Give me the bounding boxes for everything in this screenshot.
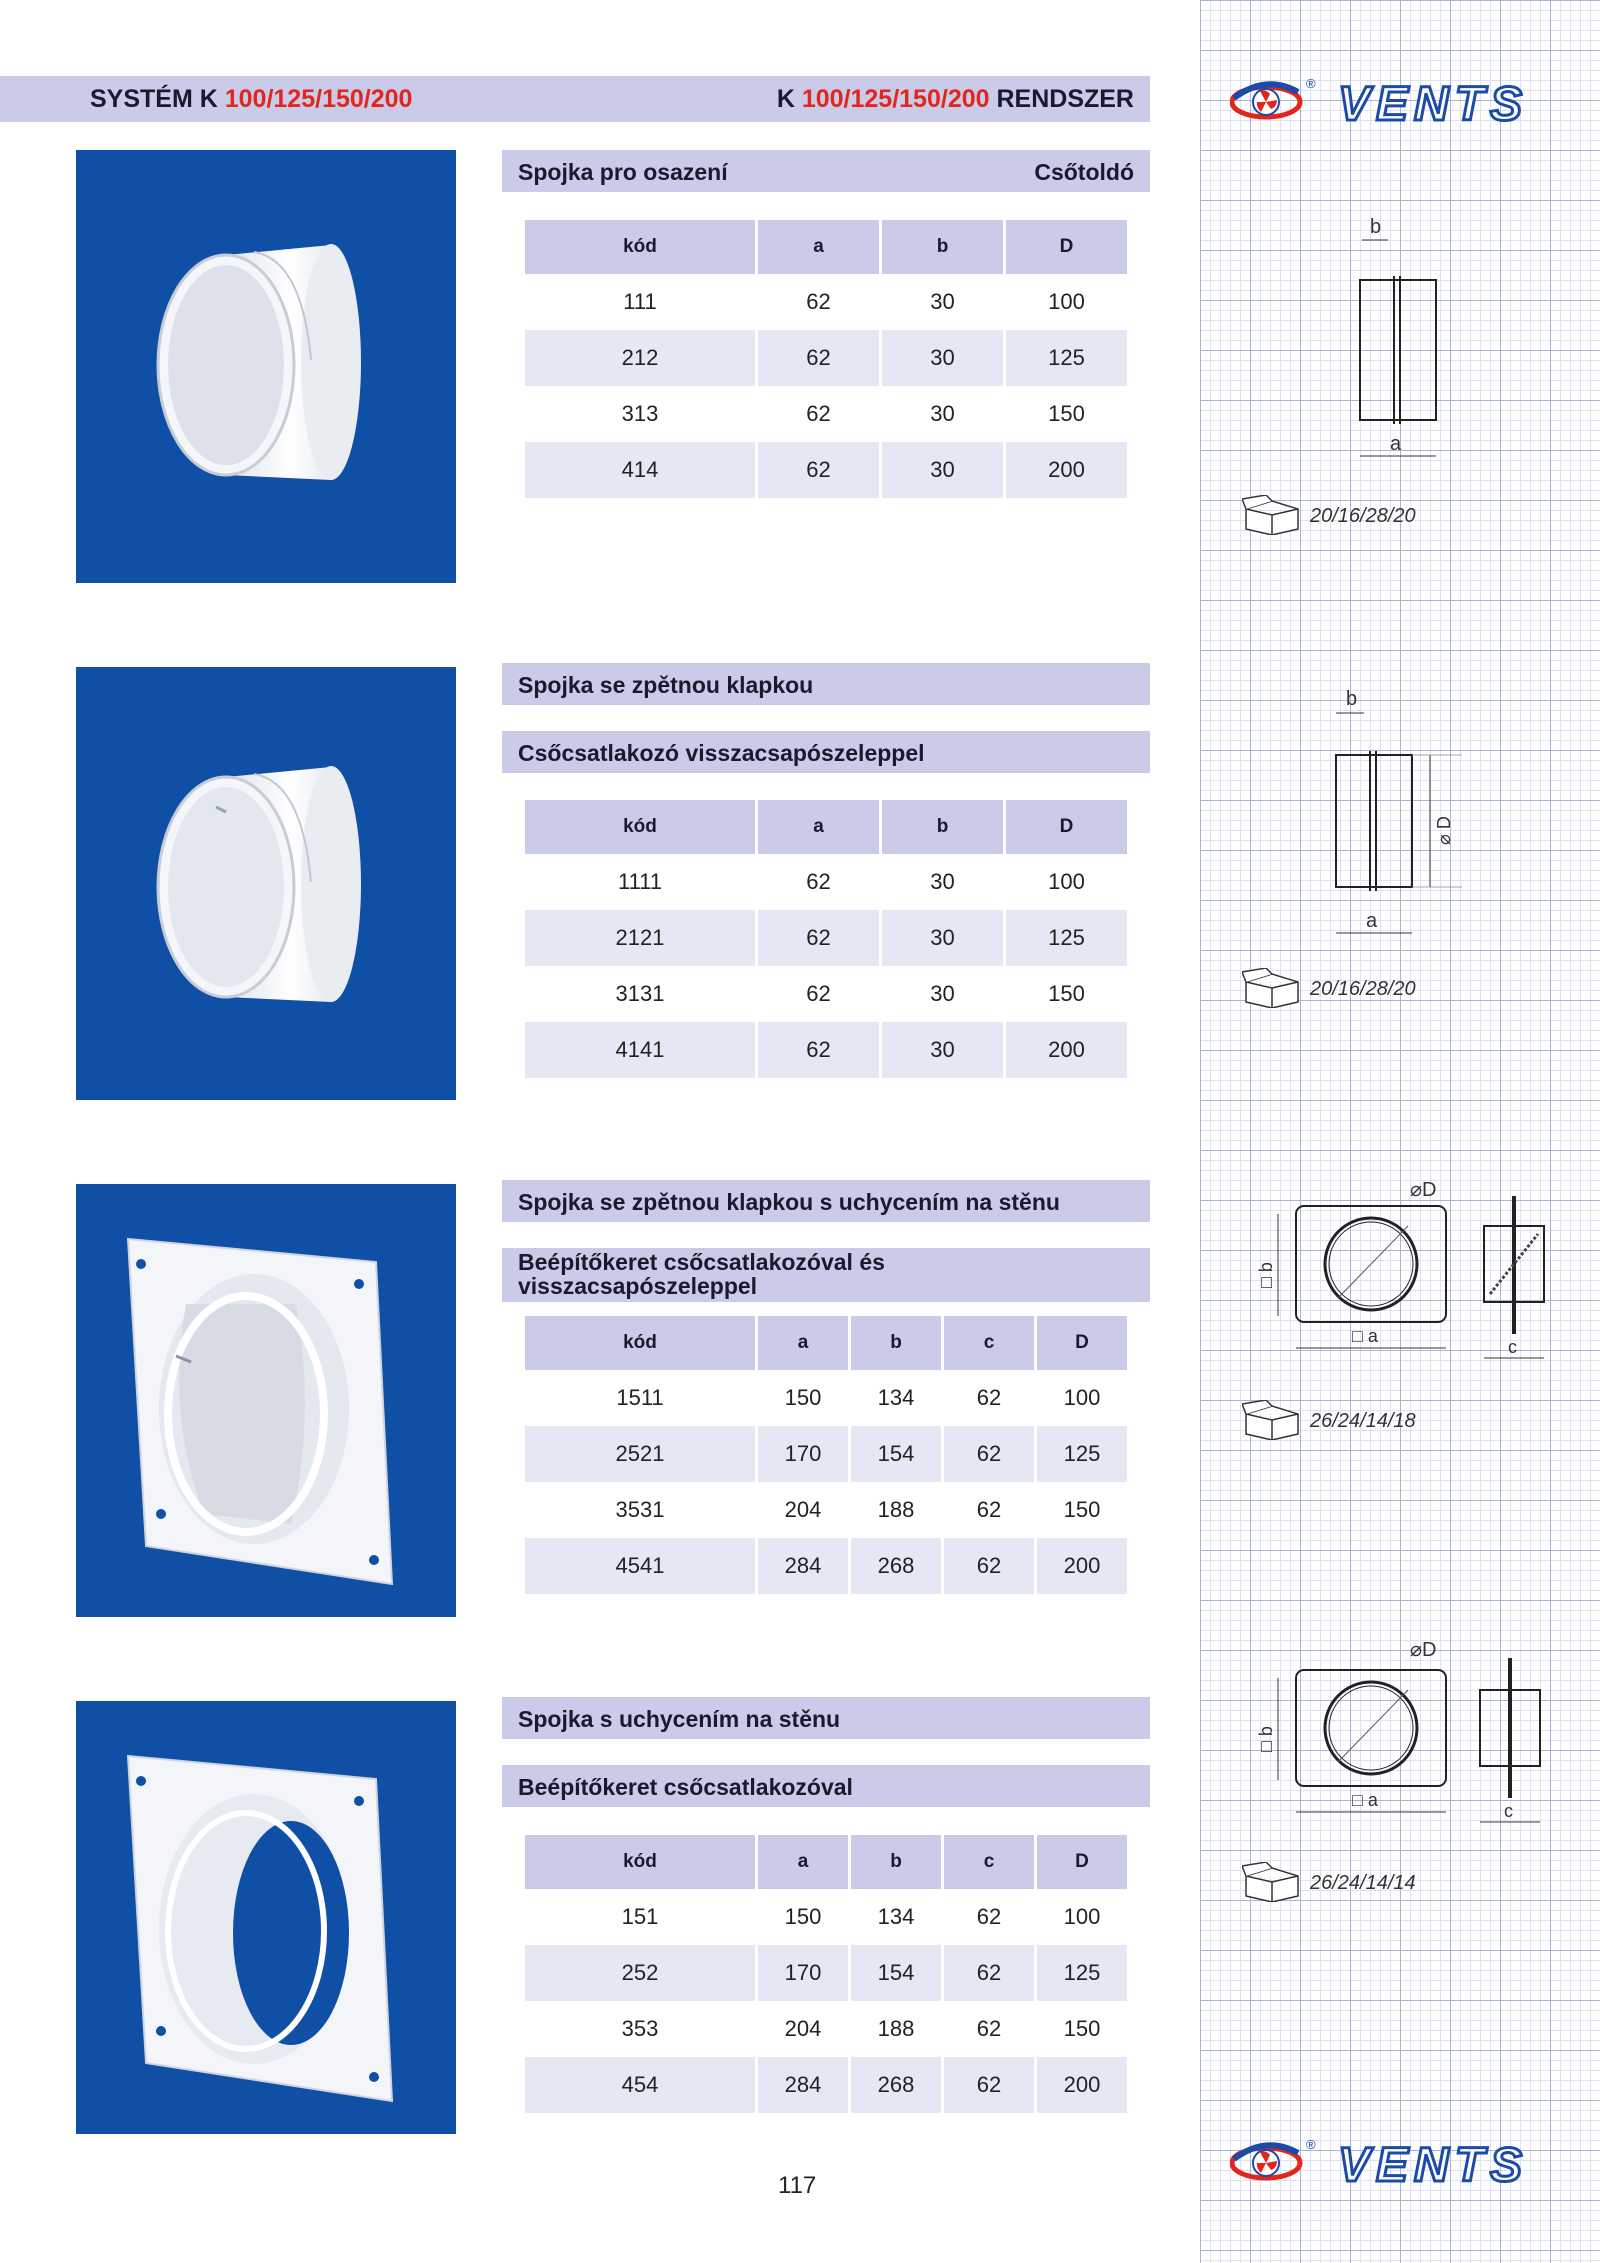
box-icon — [1242, 1862, 1302, 1902]
section-title: Spojka se zpětnou klapkou s uchycením na stěnu — [518, 1189, 1060, 1215]
table-row: 2121 62 30 125 — [525, 910, 1127, 966]
section-1-title-bar — [502, 150, 1150, 192]
column-header: a — [758, 1316, 848, 1370]
column-header: c — [944, 1835, 1034, 1889]
table-row: 252 170 154 62 125 — [525, 1945, 1127, 2001]
table-row: 111 62 30 100 — [623, 289, 1085, 314]
column-header: b — [851, 1316, 941, 1370]
section-title-hungarian: Csőtoldó — [1034, 159, 1134, 185]
package-dimensions: 26/24/14/14 — [1242, 1862, 1502, 1902]
svg-text:⌀D: ⌀D — [1410, 1179, 1437, 1201]
column-header: D — [1037, 1835, 1127, 1889]
table-row: 151 150 134 62 100 — [621, 1904, 1101, 1929]
table-row: 1111 62 30 100 — [617, 869, 1085, 894]
svg-text:c: c — [1504, 1801, 1513, 1821]
section-4-subtitle-bar — [502, 1765, 1150, 1807]
column-header: kód — [525, 220, 755, 274]
table-header-row — [525, 800, 1127, 854]
brand-wordmark: VENTS — [1338, 2139, 1529, 2191]
box-icon — [1242, 495, 1302, 535]
technical-drawing-connector — [1340, 210, 1460, 470]
box-icon — [1242, 1400, 1302, 1440]
section-4-title-bar — [502, 1697, 1150, 1739]
spec-table-connector — [522, 220, 1130, 498]
section-subtitle: Beépítőkeret csőcsatlakozóval és visszacsapószeleppel — [518, 1249, 885, 1299]
table-row: 454 284 268 62 200 — [525, 2057, 1127, 2113]
svg-text:b: b — [1370, 216, 1382, 238]
section-2-subtitle-bar — [502, 731, 1150, 773]
spec-table-check-valve — [522, 800, 1130, 1078]
product-photo-check-valve — [76, 667, 456, 1100]
section-3-title-bar — [502, 1180, 1150, 1222]
svg-text:a: a — [1366, 910, 1378, 932]
technical-drawing-wall-plate — [1246, 1636, 1566, 1836]
svg-text:a: a — [1390, 433, 1402, 455]
column-header: a — [758, 1835, 848, 1889]
page-number: 117 — [778, 2172, 817, 2199]
column-header: b — [882, 800, 1003, 854]
vents-logo — [1230, 74, 1566, 130]
column-header: kód — [525, 1835, 755, 1889]
package-dimensions: 20/16/28/20 — [1242, 968, 1502, 1008]
column-header: c — [944, 1316, 1034, 1370]
table-row: 212 62 30 125 — [525, 330, 1127, 386]
package-dimensions: 26/24/14/18 — [1242, 1400, 1502, 1440]
table-row: 2521 170 154 62 125 — [525, 1426, 1127, 1482]
section-title: Spojka pro osazení — [518, 159, 728, 185]
svg-text:b: b — [1346, 688, 1358, 710]
column-header: b — [882, 220, 1003, 274]
column-header: D — [1006, 800, 1127, 854]
page-header — [0, 76, 1150, 122]
spec-table-wall-plate-check-valve — [522, 1316, 1130, 1594]
product-photo-connector — [76, 150, 456, 583]
svg-text:c: c — [1508, 1337, 1517, 1357]
box-icon — [1242, 968, 1302, 1008]
svg-text:⌀D: ⌀D — [1410, 1639, 1437, 1661]
svg-text:□ b: □ b — [1256, 1726, 1276, 1752]
table-row: 313 62 30 150 — [621, 401, 1085, 426]
product-photo-wall-plate — [76, 1701, 456, 2134]
section-title: Spojka se zpětnou klapkou — [518, 672, 814, 698]
svg-text:□ a: □ a — [1352, 1790, 1378, 1810]
header-left-title: SYSTÉM K 100/125/150/200 — [90, 85, 413, 113]
svg-text:□ b: □ b — [1256, 1262, 1276, 1288]
brand-wordmark: VENTS — [1338, 78, 1529, 130]
header-right-title: K 100/125/150/200 RENDSZER — [776, 85, 1134, 113]
section-subtitle: Csőcsatlakozó visszacsapószeleppel — [518, 740, 925, 766]
table-row: 3131 62 30 150 — [615, 981, 1085, 1006]
table-row: 4141 62 30 200 — [525, 1022, 1127, 1078]
column-header: kód — [525, 800, 755, 854]
column-header: a — [758, 800, 879, 854]
section-subtitle: Beépítőkeret csőcsatlakozóval — [518, 1774, 853, 1800]
package-dimensions: 20/16/28/20 — [1242, 495, 1502, 535]
table-header-row — [525, 1835, 1127, 1889]
table-row: 4541 284 268 62 200 — [525, 1538, 1127, 1594]
column-header: D — [1006, 220, 1127, 274]
table-header-row — [525, 220, 1127, 274]
technical-drawing-check-valve — [1322, 685, 1472, 945]
technical-drawing-wall-plate-check-valve — [1246, 1176, 1566, 1376]
table-row: 353 204 188 62 150 — [621, 2016, 1101, 2041]
section-2-title-bar — [502, 663, 1150, 705]
svg-text:®: ® — [1306, 76, 1316, 91]
column-header: b — [851, 1835, 941, 1889]
svg-text:®: ® — [1306, 2137, 1316, 2152]
table-row: 414 62 30 200 — [525, 442, 1127, 498]
section-title: Spojka s uchycením na stěnu — [518, 1706, 841, 1732]
table-row: 1511 150 134 62 100 — [616, 1385, 1101, 1410]
column-header: kód — [525, 1316, 755, 1370]
svg-text:□ a: □ a — [1352, 1326, 1378, 1346]
svg-text:⌀ D: ⌀ D — [1434, 816, 1454, 845]
spec-table-wall-plate — [522, 1835, 1130, 2113]
table-header-row — [525, 1316, 1127, 1370]
table-row: 3531 204 188 62 150 — [615, 1497, 1101, 1522]
column-header: D — [1037, 1316, 1127, 1370]
fan-icon — [1232, 84, 1300, 117]
section-3-subtitle-bar — [502, 1248, 1150, 1302]
column-header: a — [758, 220, 879, 274]
fan-icon — [1232, 2145, 1300, 2178]
vents-logo-footer — [1230, 2135, 1566, 2191]
product-photo-wall-plate-check-valve — [76, 1184, 456, 1617]
